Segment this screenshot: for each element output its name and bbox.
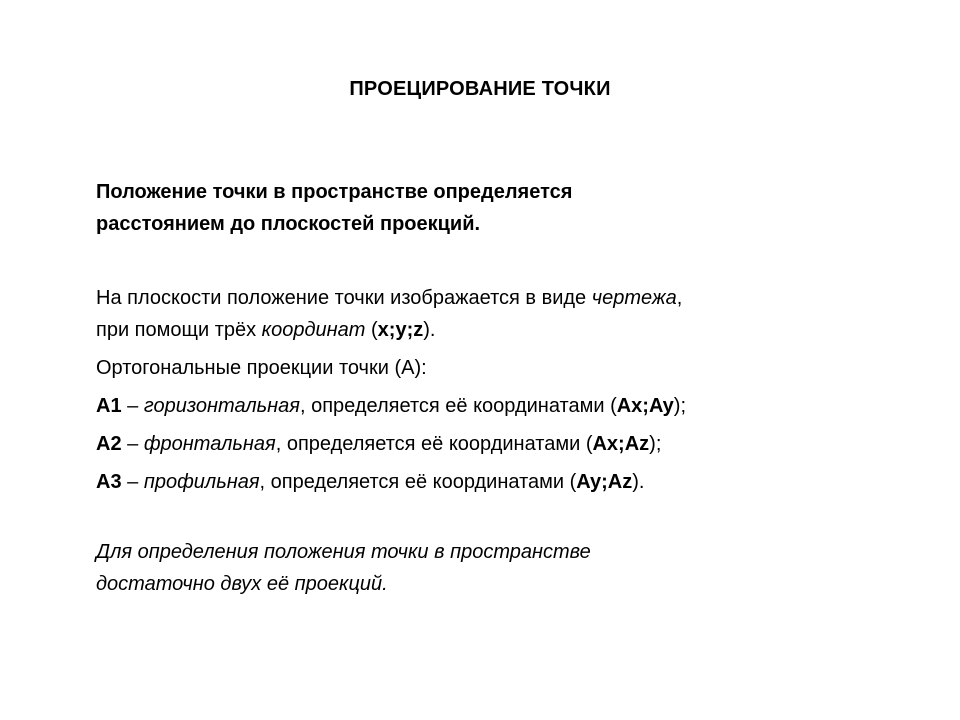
projection-middle: , определяется её координатами ( xyxy=(299,395,617,417)
coordinates-term: координат xyxy=(261,319,366,341)
projection-label: А1 xyxy=(96,395,122,417)
slide-title: ПРОЕЦИРОВАНИЕ ТОЧКИ xyxy=(349,78,611,100)
drawing-line-1-suffix: , xyxy=(676,287,683,309)
projection-coords: Ax;Ay xyxy=(616,395,674,417)
projection-type: горизонтальная xyxy=(143,395,300,417)
drawing-line-1-prefix: На плоскости положение точки изображается в виде xyxy=(96,287,592,309)
lead-line-1: Положение точки в пространстве определяется xyxy=(96,181,573,203)
coords-close: ). xyxy=(423,319,436,341)
conclusion-note xyxy=(96,536,916,600)
note-line-1: Для определения положения точки в пространстве xyxy=(96,541,591,563)
projection-label: А3 xyxy=(96,471,122,493)
projection-coords: Ax;Az xyxy=(592,433,650,455)
projections-intro: Ортогональные проекции точки (А): xyxy=(96,357,427,379)
slide-content xyxy=(96,176,916,600)
projection-label: А2 xyxy=(96,433,122,455)
projection-dash: – xyxy=(121,433,144,455)
projection-middle: , определяется её координатами ( xyxy=(259,471,577,493)
projection-coords: Ay;Az xyxy=(576,471,633,493)
projection-middle: , определяется её координатами ( xyxy=(275,433,593,455)
projection-end: ); xyxy=(673,395,687,417)
projection-type: профильная xyxy=(143,471,260,493)
drawing-term: чертежа xyxy=(591,287,677,309)
coords-xyz: x;y;z xyxy=(377,319,424,341)
projection-dash: – xyxy=(121,395,144,417)
note-line-2: достаточно двух её проекций. xyxy=(96,573,388,595)
projection-dash: – xyxy=(121,471,144,493)
drawing-paragraph xyxy=(96,282,916,346)
projection-type: фронтальная xyxy=(143,433,276,455)
projection-end: ). xyxy=(632,471,645,493)
drawing-line-2-prefix: при помощи трёх xyxy=(96,319,262,341)
lead-statement xyxy=(96,176,916,240)
lead-line-2: расстоянием до плоскостей проекций. xyxy=(96,213,481,235)
projection-a1 xyxy=(96,390,916,422)
drawing-line-2 xyxy=(96,314,916,346)
projection-end: ); xyxy=(649,433,662,455)
projection-a2 xyxy=(96,428,916,460)
projection-a3 xyxy=(96,466,916,498)
coords-open: ( xyxy=(365,319,378,341)
drawing-line-1 xyxy=(96,282,916,314)
